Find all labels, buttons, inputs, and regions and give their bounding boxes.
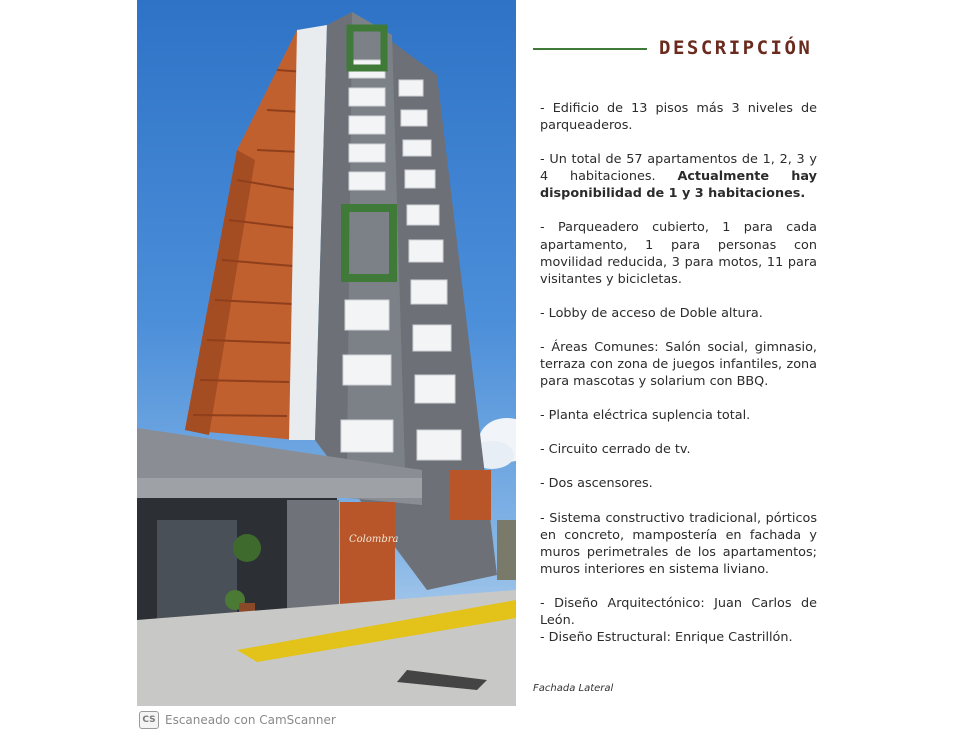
list-item: - Sistema constructivo tradicional, pórticos en concreto, mampostería en fachada y muros perimetrales de los apartamentos; muros interiores en sistema liviano. [540, 510, 817, 577]
heading-rule [533, 48, 647, 50]
list-item: - Áreas Comunes: Salón social, gimnasio, terraza con zona de juegos infantiles, zona para mascotas y solarium con BBQ. [540, 339, 817, 390]
list-item: - Parqueadero cubierto, 1 para cada apartamento, 1 para personas con movilidad reducida, 3 para motos, 11 para visitantes y bicicletas. [540, 220, 817, 287]
camscanner-watermark [139, 710, 336, 730]
section-title: DESCRIPCIÓN [659, 37, 813, 59]
list-item: - Diseño Estructural: Enrique Castrillón. [540, 630, 793, 646]
list-item: - Circuito cerrado de tv. [540, 442, 691, 458]
building-illustration [137, 0, 516, 706]
building-sign: Colombra [349, 534, 399, 545]
description-list [540, 100, 817, 663]
photo-caption: Fachada Lateral [533, 683, 614, 694]
list-item: - Dos ascensores. [540, 476, 653, 492]
list-item: - Diseño Arquitectónico: Juan Carlos de León. [540, 595, 817, 628]
list-item: - Un total de 57 apartamentos de 1, 2, 3 y 4 habitaciones. Actualmente hay disponibilidad de 1 y 3 habitaciones. [540, 152, 818, 202]
camscanner-logo-icon: CS [139, 711, 159, 729]
watermark-text: Escaneado con CamScanner [165, 713, 336, 727]
list-item: - Planta eléctrica suplencia total. [540, 408, 751, 424]
list-item: - Lobby de acceso de Doble altura. [540, 305, 763, 321]
list-item: - Edificio de 13 pisos más 3 niveles de parqueaderos. [540, 101, 817, 134]
availability-note: Actualmente hay disponibilidad de 1 y 3 habitaciones. [540, 169, 818, 202]
building-photo [137, 0, 516, 706]
